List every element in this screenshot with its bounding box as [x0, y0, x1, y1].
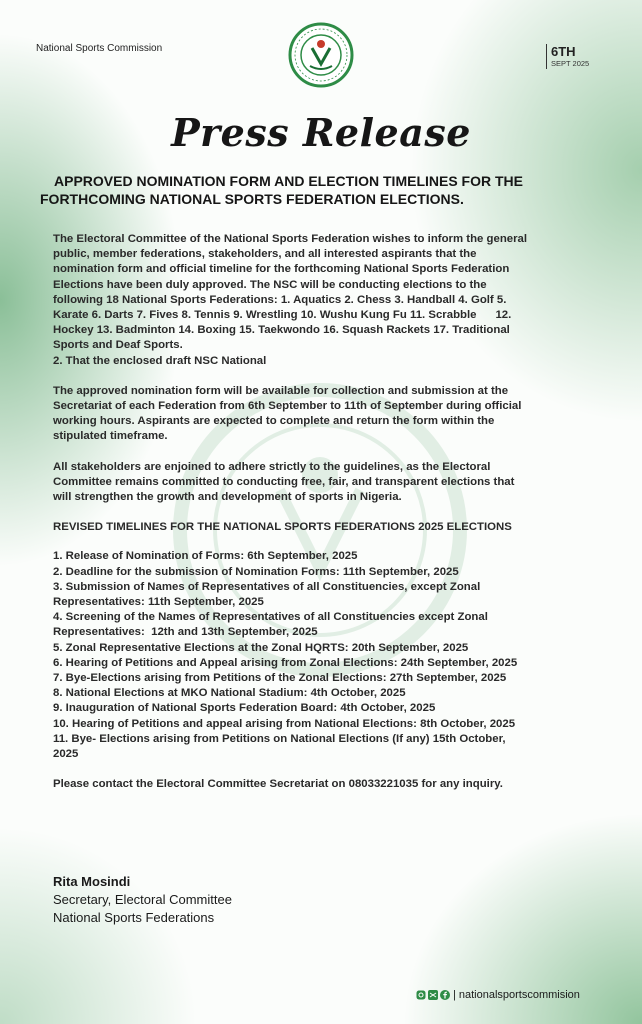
intro-line: Hockey 13. Badminton 14. Boxing 15. Taekwondo 16. Squash Rackets 17. Traditional	[53, 324, 510, 337]
twitter-icon[interactable]	[428, 990, 438, 1000]
press-release-body	[53, 232, 601, 793]
timeline-item: 4. Screening of the Names of Representatives of all Constituencies except Zonal	[53, 611, 488, 624]
signatory-role: Secretary, Electoral Committee	[53, 892, 232, 907]
timeline-item: 7. Bye-Elections arising from Petitions of the Zonal Elections: 27th September, 2025	[53, 672, 507, 685]
timeline-item: 6. Hearing of Petitions and Appeal arising from Zonal Elections: 24th September, 2025	[53, 656, 518, 669]
nsc-logo-seal	[288, 22, 354, 88]
instagram-icon[interactable]	[416, 990, 426, 1000]
timeline-item: 9. Inauguration of National Sports Federation Board: 4th October, 2025	[53, 702, 436, 715]
intro-line: nomination form and official timeline for the forthcoming National Sports Federation	[53, 263, 510, 276]
nomination-form-paragraph	[53, 384, 601, 445]
headline-line: APPROVED NOMINATION FORM AND ELECTION TIMELINES FOR THE	[54, 173, 523, 189]
release-date	[546, 44, 589, 69]
stakeholder-line: All stakeholders are enjoined to adhere strictly to the guidelines, as the Electoral	[53, 460, 491, 473]
intro-paragraph	[53, 232, 601, 369]
social-divider: |	[453, 989, 456, 1001]
timelines-heading: REVISED TIMELINES FOR THE NATIONAL SPORTS FEDERATIONS 2025 ELECTIONS	[53, 521, 512, 534]
facebook-icon[interactable]	[440, 990, 450, 1000]
press-release-title: Press Release	[171, 110, 471, 155]
stakeholder-line: Committee remains committed to conducting free, fair, and transparent elections that	[53, 475, 515, 488]
form-line: working hours. Aspirants are expected to complete and return the form within the	[53, 415, 495, 428]
timeline-item: 3. Submission of Names of Representatives of all Constituencies, except Zonal	[53, 580, 481, 593]
signatory-name: Rita Mosindi	[53, 874, 131, 889]
date-month-year: SEPT 2025	[551, 59, 590, 68]
stakeholder-line: will strengthen the growth and development of sports in Nigeria.	[53, 491, 402, 504]
timeline-item: 2025	[53, 748, 79, 761]
signatory-body: National Sports Federations	[53, 910, 215, 925]
social-handle[interactable]: nationalsportscommision	[458, 989, 580, 1001]
timeline-list	[53, 549, 601, 762]
organization-name: National Sports Commission	[36, 43, 163, 54]
intro-line: 2. That the enclosed draft NSC National	[53, 354, 267, 367]
timeline-item: 11. Bye- Elections arising from Petitions on National Elections (If any) 15th October,	[53, 732, 506, 745]
headline	[40, 172, 600, 208]
timeline-item: 1. Release of Nomination of Forms: 6th September, 2025	[53, 550, 358, 563]
intro-line: Sports and Deaf Sports.	[53, 339, 183, 352]
timeline-item: 5. Zonal Representative Elections at the Zonal HQRTS: 20th September, 2025	[53, 641, 469, 654]
intro-line: following 18 National Sports Federations: 1. Aquatics 2. Chess 3. Handball 4. Golf 5.	[53, 293, 507, 306]
timeline-item: Representatives: 12th and 13th September, 2025	[53, 626, 318, 639]
timeline-item: 8. National Elections at MKO National Stadium: 4th October, 2025	[53, 687, 406, 700]
signature-block	[53, 873, 232, 927]
social-handle-bar	[416, 989, 580, 1001]
contact-line: Please contact the Electoral Committee Secretariat on 08033221035 for any inquiry.	[53, 778, 503, 791]
form-line: The approved nomination form will be available for collection and submission at the	[53, 384, 509, 397]
intro-line: The Electoral Committee of the National Sports Federation wishes to inform the general	[53, 233, 528, 245]
timeline-item: Representatives: 11th September, 2025	[53, 596, 264, 609]
timeline-item: 10. Hearing of Petitions and appeal arising from National Elections: 8th October, 2025	[53, 717, 516, 730]
stakeholders-paragraph	[53, 460, 601, 506]
timeline-item: 2. Deadline for the submission of Nomination Forms: 11th September, 2025	[53, 565, 459, 578]
form-line: stipulated timeframe.	[53, 430, 168, 443]
intro-line: Elections have been duly approved. The NSC will be conducting elections to the	[53, 278, 487, 291]
date-day: 6TH	[551, 44, 576, 59]
intro-line: public, member federations, stakeholders, and all interested aspirants that the	[53, 248, 477, 261]
intro-line: Karate 6. Darts 7. Fives 8. Tennis 9. Wrestling 10. Wushu Kung Fu 11. Scrabble 12.	[53, 309, 512, 322]
form-line: Secretariat of each Federation from 6th September to 11th of September during official	[53, 400, 522, 413]
headline-line: FORTHCOMING NATIONAL SPORTS FEDERATION ELECTIONS.	[40, 191, 464, 207]
